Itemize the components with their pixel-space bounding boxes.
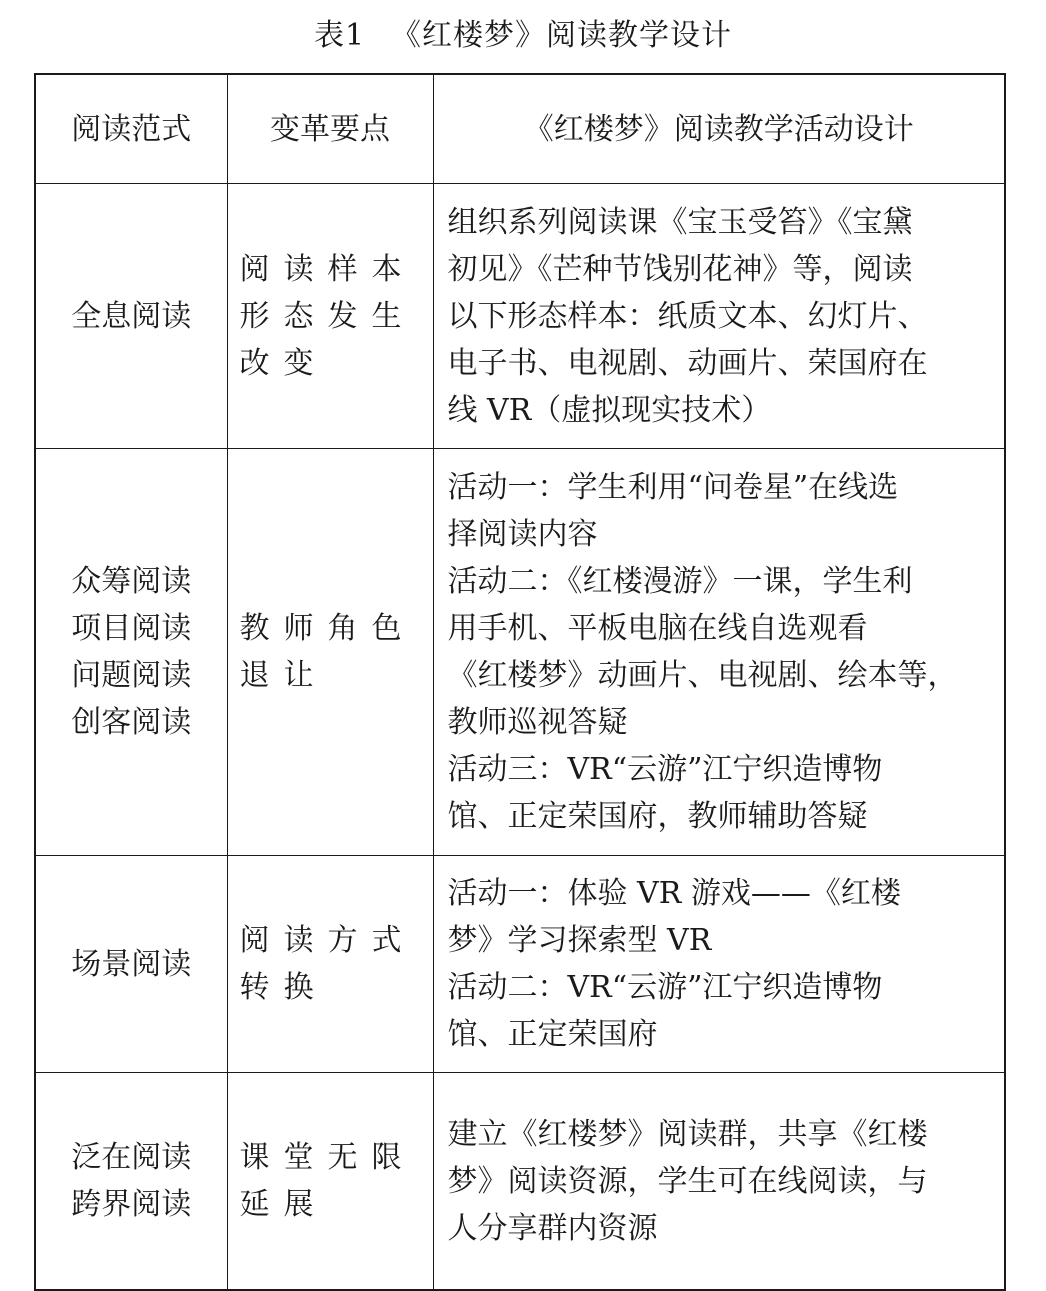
table-row [35, 1073, 1005, 1291]
paradigm-cell-line: 跨界阅读 [71, 1187, 192, 1222]
activity-cell [433, 184, 1005, 449]
paradigm-cell-line: 全息阅读 [71, 298, 192, 334]
key-change-cell-line: 改变 [239, 345, 328, 381]
activity-cell-line: 建立《红楼梦》阅读群，共享《红楼 [447, 1116, 928, 1152]
activity-cell-line: 以下形态样本：纸质文本、幻灯片、 [447, 298, 928, 334]
key-change-cell-line: 退让 [239, 658, 328, 693]
key-change-cell-line: 阅读方式 [239, 923, 416, 958]
header-row [35, 74, 1005, 184]
table-row [35, 449, 1005, 856]
table-body [35, 184, 1005, 1291]
activity-cell-line: 活动一：学生利用“问卷星”在线选 [447, 470, 899, 505]
paradigm-cell [35, 856, 227, 1073]
paradigm-cell [35, 184, 227, 449]
activity-cell-line: 电子书、电视剧、动画片、荣国府在 [447, 345, 928, 381]
activity-cell-line: 线 VR（虚拟现实技术） [447, 392, 772, 428]
activity-cell-line: 择阅读内容 [447, 517, 598, 552]
key-change-cell [227, 1073, 433, 1291]
key-change-cell [227, 856, 433, 1073]
header-key-change: 变革要点 [227, 74, 433, 184]
key-change-cell-line: 转换 [239, 970, 328, 1005]
table-row [35, 184, 1005, 449]
paradigm-cell-line: 项目阅读 [71, 611, 192, 646]
paradigm-cell [35, 449, 227, 856]
paradigm-cell [35, 1073, 227, 1291]
lesson-design-table [34, 73, 1006, 1291]
header-activity-design: 《红楼梦》阅读教学活动设计 [433, 74, 1005, 184]
table-row [35, 856, 1005, 1073]
activity-cell [433, 856, 1005, 1073]
activity-cell-line: 初见》《芒种节饯别花神》等，阅读 [447, 251, 913, 287]
paradigm-cell-line: 场景阅读 [71, 946, 192, 982]
key-change-cell-line: 教师角色 [239, 611, 416, 646]
key-change-cell [227, 184, 433, 449]
key-change-cell [227, 449, 433, 856]
paradigm-cell-line: 众筹阅读 [71, 564, 192, 599]
table-caption [0, 14, 1046, 58]
paradigm-cell-line: 创客阅读 [71, 705, 192, 740]
activity-cell-line: 活动一：体验 VR 游戏——《红楼 [447, 876, 901, 911]
key-change-cell-line: 形态发生 [239, 298, 416, 334]
activity-cell-line: 活动二：《红楼漫游》一课，学生利 [447, 564, 913, 599]
activity-cell-line: 活动三：VR“云游”江宁织造博物 [447, 752, 883, 787]
activity-cell-line: 教师巡视答疑 [447, 705, 628, 740]
activity-cell-line: 组织系列阅读课《宝玉受笞》《宝黛 [447, 204, 913, 240]
key-change-cell-line: 延展 [239, 1187, 328, 1222]
activity-cell-line: 梦》学习探索型 VR [447, 923, 712, 958]
table-number: 表1 [313, 18, 366, 53]
activity-cell-line: 梦》阅读资源，学生可在线阅读，与 [447, 1163, 928, 1199]
paradigm-cell-line: 问题阅读 [71, 658, 192, 693]
activity-cell-line: 馆、正定荣国府 [447, 1017, 658, 1052]
activity-cell [433, 1073, 1005, 1291]
table-title: 《红楼梦》阅读教学设计 [391, 18, 733, 53]
activity-cell-line: 馆、正定荣国府，教师辅助答疑 [447, 799, 868, 834]
activity-cell [433, 449, 1005, 856]
activity-cell-line: 人分享群内资源 [447, 1210, 658, 1246]
activity-cell-line: 《红楼梦》动画片、电视剧、绘本等， [447, 658, 958, 693]
paradigm-cell-line: 泛在阅读 [71, 1140, 192, 1175]
header-paradigm: 阅读范式 [35, 74, 227, 184]
key-change-cell-line: 课堂无限 [239, 1140, 416, 1175]
activity-cell-line: 活动二：VR“云游”江宁织造博物 [447, 970, 883, 1005]
key-change-cell-line: 阅读样本 [239, 251, 416, 287]
activity-cell-line: 用手机、平板电脑在线自选观看 [447, 611, 868, 646]
